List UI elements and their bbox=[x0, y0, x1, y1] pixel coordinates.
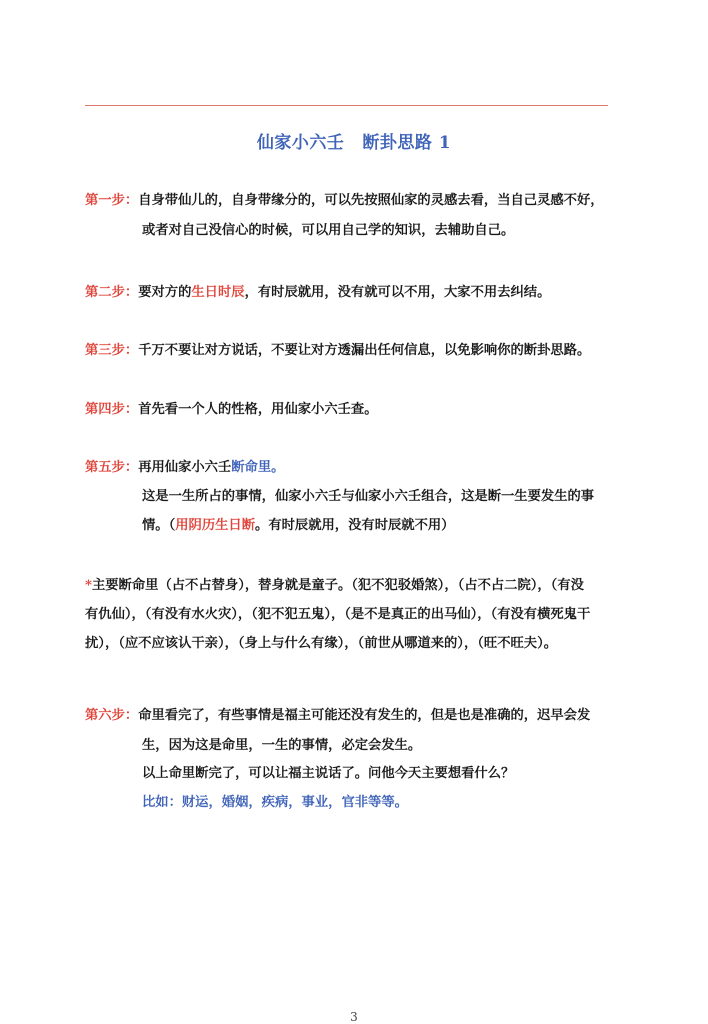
step5-line1 bbox=[85, 458, 284, 478]
step6-label: 第六步： bbox=[85, 708, 139, 723]
step1-line2: 或者对自己没信心的时候，可以用自己学的知识，去辅助自己。 bbox=[142, 223, 515, 238]
step2-line bbox=[85, 283, 550, 303]
step6-text1: 命里看完了，有些事情是福主可能还没有发生的，但是也是准确的，迟早会发 bbox=[138, 708, 591, 723]
page-title bbox=[0, 128, 708, 153]
step5-highlight: 断命里。 bbox=[231, 460, 285, 475]
step1-text1: 自身带仙儿的，自身带缘分的，可以先按照仙家的灵感去看，当自己灵感不好， bbox=[138, 193, 604, 208]
title-part2: 断卦思路 1 bbox=[362, 133, 452, 153]
step6-line4: 比如：财运，婚姻，疾病，事业，官非等等。 bbox=[142, 795, 408, 810]
note-text1: 主要断命里（占不占替身），替身就是童子。（犯不犯驳婚煞），（占不占二院），（有没 bbox=[91, 578, 584, 593]
step4-label: 第四步： bbox=[85, 402, 139, 417]
step5-pre: 再用仙家小六壬 bbox=[138, 460, 232, 475]
step5-label: 第五步： bbox=[85, 460, 139, 475]
note-line3: 扰），（应不应该认干亲），（身上与什么有缘），（前世从哪道来的），（旺不旺夫）。 bbox=[85, 636, 558, 651]
step6-line1 bbox=[85, 706, 590, 726]
step6-line2: 生，因为这是命里，一生的事情，必定会发生。 bbox=[142, 738, 422, 753]
step6-line3: 以上命里断完了，可以让福主说话了。问他今天主要想看什么？ bbox=[142, 766, 515, 781]
step3-label: 第三步： bbox=[85, 343, 139, 358]
step2-pre: 要对方的 bbox=[138, 285, 192, 300]
step1-label: 第一步： bbox=[85, 193, 139, 208]
step5-line2: 这是一生所占的事情，仙家小六壬与仙家小六壬组合，这是断一生要发生的事 bbox=[142, 489, 595, 504]
step4-line bbox=[85, 400, 378, 420]
step5-line3-post: 。有时辰就用，没有时辰就不用） bbox=[255, 518, 455, 533]
step5-line3-highlight: 用阴历生日断 bbox=[175, 518, 256, 533]
step2-highlight: 生日时辰 bbox=[191, 285, 245, 300]
step4-text: 首先看一个人的性格，用仙家小六壬查。 bbox=[138, 402, 378, 417]
star-icon: * bbox=[85, 578, 92, 593]
header-rule bbox=[85, 105, 608, 106]
step2-label: 第二步： bbox=[85, 285, 139, 300]
step3-line bbox=[85, 341, 590, 361]
step3-text: 千万不要让对方说话，不要让对方透漏出任何信息，以免影响你的断卦思路。 bbox=[138, 343, 591, 358]
title-part1: 仙家小六壬 bbox=[256, 133, 345, 153]
note-line1 bbox=[85, 576, 584, 596]
step5-line3 bbox=[142, 516, 454, 536]
page-number: 3 bbox=[350, 1010, 358, 1024]
step2-post: ，有时辰就用，没有就可以不用，大家不用去纠结。 bbox=[244, 285, 551, 300]
note-line2: 有仇仙），（有没有水火灾），（犯不犯五鬼），（是不是真正的出马仙），（有没有横死鬼干 bbox=[85, 607, 591, 622]
step5-line3-pre: 情。（ bbox=[142, 518, 176, 533]
step1-line1 bbox=[85, 191, 604, 211]
